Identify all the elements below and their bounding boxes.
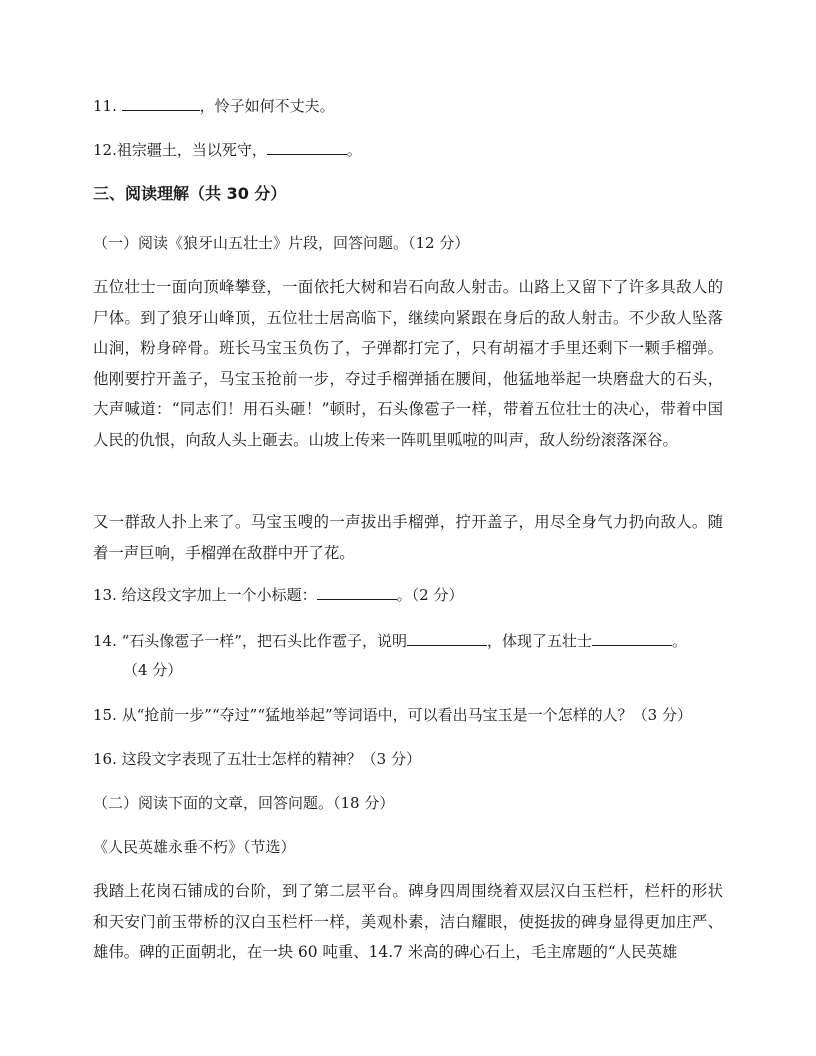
- answer-blank[interactable]: [267, 140, 347, 155]
- part2-intro: （二）阅读下面的文章，回答问题。（18 分）: [93, 794, 395, 812]
- passage-paragraph-1: 五位壮士一面向顶峰攀登，一面依托大树和岩石向敌人射击。山路上又留下了许多具敌人的尸体。到了狼牙山峰顶，五位壮士居高临下，继续向紧跟在身后的敌人射击。不少敌人坠落山涧，粉身碎骨。班长马宝玉负伤了，子弹都打完了，只有胡福才手里还剩下一颗手榴弹。他刚要拧开盖子，马宝玉抢前一步，夺过手榴弹插在腰间，他猛地举起一块磨盘大的石头，大声喊道：“同志们！用石头砸！”顿时，石头像雹子一样，带着五位壮士的决心，带着中国人民的仇恨，向敌人头上砸去。山坡上传来一阵叽里呱啦的叫声，敌人纷纷滚落深谷。: [93, 278, 723, 449]
- question-text: ，怜子如何不丈夫。: [199, 97, 335, 115]
- article-title: 《人民英雄永垂不朽》（节选）: [93, 838, 296, 856]
- question-number: 15.: [93, 706, 117, 724]
- question-16: [93, 749, 421, 769]
- question-number: 14.: [93, 632, 117, 650]
- answer-blank[interactable]: [407, 631, 487, 646]
- question-number: 13.: [93, 586, 117, 604]
- question-13: [93, 585, 463, 605]
- question-number: 11.: [93, 97, 117, 115]
- question-text: 这段文字表现了五壮士怎样的精神？（3 分）: [121, 750, 421, 768]
- question-14: [93, 631, 687, 651]
- question-text-before: 祖宗疆土，当以死守，: [116, 141, 267, 159]
- part1-intro: （一）阅读《狼牙山五壮士》片段，回答问题。（12 分）: [93, 234, 470, 252]
- question-number: 12.: [93, 141, 117, 159]
- question-15: [93, 705, 692, 725]
- question-14-score: （4 分）: [123, 661, 183, 679]
- section-heading: 三、阅读理解（共 30 分）: [93, 184, 287, 203]
- question-text-before: “石头像雹子一样”，把石头比作雹子，说明: [121, 632, 407, 650]
- question-number: 16.: [93, 750, 117, 768]
- question-text-after: 。: [672, 632, 688, 650]
- question-text-after: 。（2 分）: [396, 586, 464, 604]
- question-11: [93, 96, 335, 116]
- question-text: 从“抢前一步”“夺过”“猛地举起”等词语中，可以看出马宝玉是一个怎样的人？（3 分）: [121, 706, 692, 724]
- question-text-before: 给这段文字加上一个小标题：: [121, 586, 317, 604]
- question-text-after: 。: [346, 141, 362, 159]
- answer-blank[interactable]: [122, 96, 200, 111]
- question-12: [93, 140, 362, 160]
- article-paragraph-1: 我踏上花岗石铺成的台阶，到了第二层平台。碑身四周围绕着双层汉白玉栏杆，栏杆的形状和天安门前玉带桥的汉白玉栏杆一样，美观朴素，洁白耀眼，使挺拔的碑身显得更加庄严、雄伟。碑的正面朝北，在一块 60 吨重、14.7 米高的碑心石上，毛主席题的“人民英雄: [93, 882, 723, 961]
- passage-paragraph-2: 又一群敌人扑上来了。马宝玉嗖的一声拔出手榴弹，拧开盖子，用尽全身气力扔向敌人。随着一声巨响，手榴弹在敌群中开了花。: [93, 513, 723, 562]
- answer-blank[interactable]: [592, 631, 672, 646]
- question-text-mid: ，体现了五壮士: [486, 632, 592, 650]
- answer-blank[interactable]: [317, 585, 397, 600]
